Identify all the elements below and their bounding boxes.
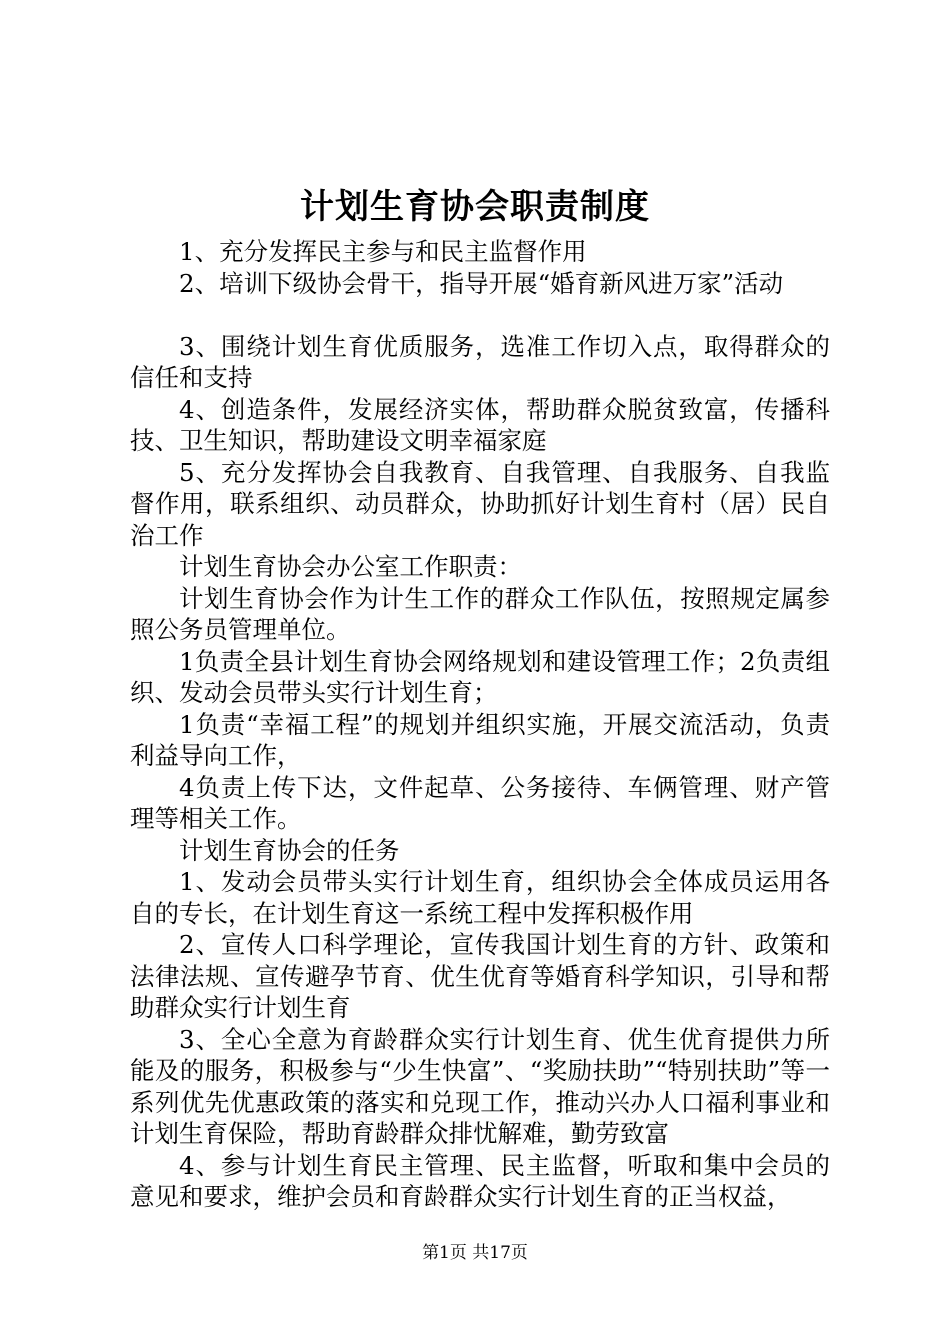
paragraph: 3、全心全意为育龄群众实行计划生育、优生优育提供力所能及的服务，积极参与“少生快富”、“奖励扶助”“特别扶助”等一系列优先优惠政策的落实和兑现工作，推动兴办人口福利事业和计划生育保险，帮助育龄群众排忧解难，勤劳致富 — [130, 1024, 830, 1148]
paragraph: 3、围绕计划生育优质服务，选准工作切入点，取得群众的信任和支持 — [130, 331, 830, 392]
paragraph: 计划生育协会作为计生工作的群众工作队伍，按照规定属参照公务员管理单位。 — [130, 583, 830, 644]
paragraph: 1负责全县计划生育协会网络规划和建设管理工作；2负责组织、发动会员带头实行计划生育； — [130, 646, 830, 707]
paragraph: 4、参与计划生育民主管理、民主监督，听取和集中会员的意见和要求，维护会员和育龄群众实行计划生育的正当权益， — [130, 1150, 830, 1211]
paragraph: 4、创造条件，发展经济实体，帮助群众脱贫致富，传播科技、卫生知识，帮助建设文明幸福家庭 — [130, 394, 830, 455]
document-body — [130, 236, 830, 1213]
page-number-footer: 第1页 共17页 — [422, 1243, 528, 1263]
paragraph: 5、充分发挥协会自我教育、自我管理、自我服务、自我监督作用，联系组织、动员群众，协助抓好计划生育村（居）民自治工作 — [130, 457, 830, 550]
paragraph: 1负责“幸福工程”的规划并组织实施，开展交流活动，负责利益导向工作， — [130, 709, 830, 770]
page-title: 计划生育协会职责制度 — [300, 187, 650, 227]
section-heading: 计划生育协会的任务 — [179, 835, 400, 865]
paragraph: 4负责上传下达，文件起草、公务接待、车俩管理、财产管理等相关工作。 — [130, 772, 830, 833]
paragraph: 2、宣传人口科学理论，宣传我国计划生育的方针、政策和法律法规、宣传避孕节育、优生优育等婚育科学知识，引导和帮助群众实行计划生育 — [130, 930, 830, 1022]
section-heading: 计划生育协会办公室工作职责： — [179, 552, 522, 581]
paragraph: 2、培训下级协会骨干，指导开展“婚育新风进万家”活动 — [179, 268, 784, 298]
paragraph: 1、充分发挥民主参与和民主监督作用 — [179, 237, 587, 266]
paragraph: 1、发动会员带头实行计划生育，组织协会全体成员运用各自的专长，在计划生育这一系统工程中发挥积极作用 — [130, 867, 830, 928]
